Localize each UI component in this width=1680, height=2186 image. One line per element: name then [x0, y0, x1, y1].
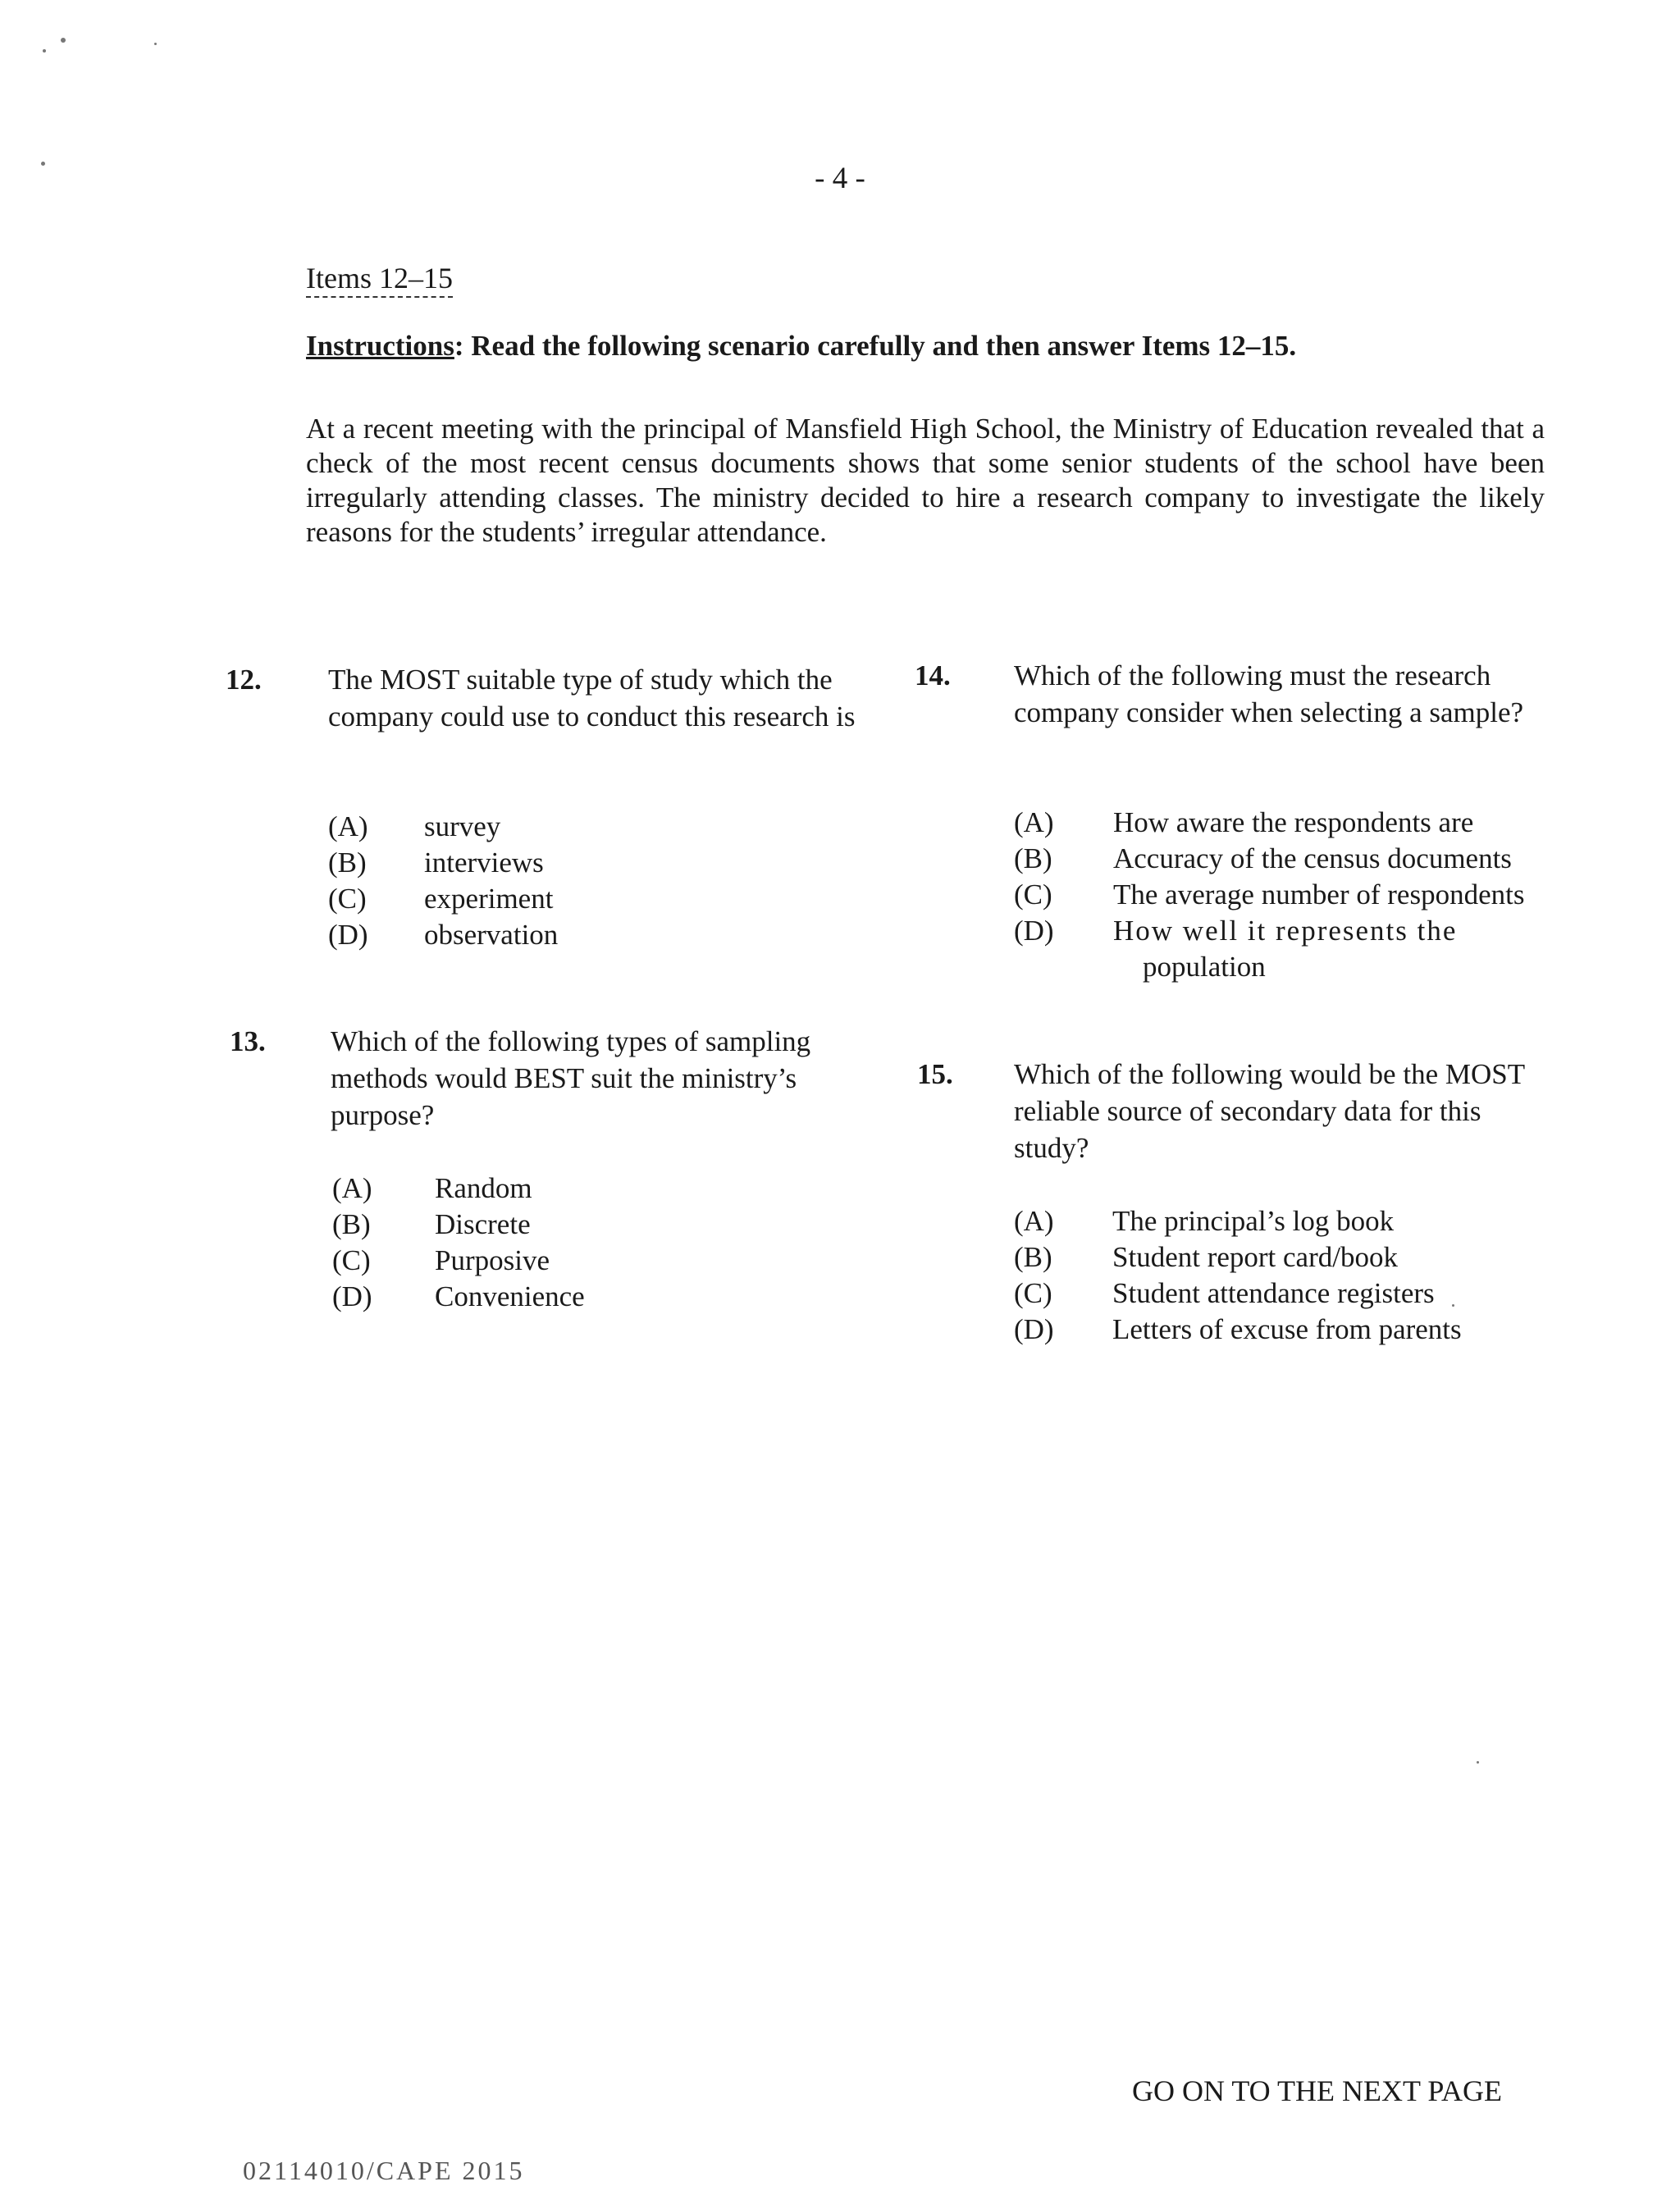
option-letter: (B) — [332, 1208, 371, 1240]
question-stem: The MOST suitable type of study which the company could use to conduct this research is — [328, 664, 856, 732]
question-number: 13. — [230, 1025, 266, 1057]
items-heading: Items 12–15 — [306, 261, 453, 298]
instructions — [306, 330, 1296, 363]
option-text: How aware the respondents are — [1113, 806, 1474, 838]
option-text: interviews — [424, 847, 544, 879]
option-letter: (D) — [1014, 1313, 1054, 1345]
option-letter: (A) — [332, 1172, 372, 1204]
question-number: 14. — [915, 659, 951, 691]
option-letter: (D) — [1014, 915, 1054, 947]
scan-speck — [43, 49, 46, 52]
question-number: 12. — [226, 664, 262, 696]
question-number: 15. — [917, 1058, 953, 1090]
option-letter: (A) — [1014, 806, 1054, 838]
scan-speck — [154, 43, 157, 45]
instructions-text: : Read the following scenario carefully and then answer Items 12–15. — [454, 330, 1297, 362]
scan-speck — [1477, 1761, 1479, 1764]
go-on-next-page: GO ON TO THE NEXT PAGE — [1132, 2074, 1503, 2107]
question-stem: Which of the following would be the MOST reliable source of secondary data for this study? — [1014, 1058, 1525, 1164]
page-number: - 4 - — [815, 162, 865, 195]
scan-speck — [41, 162, 45, 166]
scan-speck — [61, 38, 66, 43]
option-text: Student report card/book — [1112, 1241, 1398, 1273]
scan-speck — [1452, 1304, 1454, 1307]
option-text-continuation: population — [1143, 951, 1266, 983]
option-letter: (D) — [332, 1280, 372, 1312]
option-letter: (A) — [328, 810, 368, 842]
option-letter: (B) — [328, 847, 367, 879]
option-text: Student attendance registers — [1112, 1277, 1435, 1309]
option-text: Convenience — [435, 1280, 585, 1312]
option-letter: (A) — [1014, 1205, 1054, 1237]
question-stem: Which of the following types of sampling methods would BEST suit the ministry’s purpose? — [331, 1025, 811, 1131]
exam-code: 02114010/CAPE 2015 — [243, 2156, 525, 2185]
option-letter: (C) — [1014, 1277, 1052, 1309]
option-text: survey — [424, 810, 501, 842]
option-text: observation — [424, 919, 559, 951]
option-text: Discrete — [435, 1208, 531, 1240]
option-letter: (D) — [328, 919, 368, 951]
scenario-paragraph: At a recent meeting with the principal of Mansfield High School, the Ministry of Education revealed that a check of the most recent census documents shows that some senior students of the school have been irregularly attending classes. The ministry decided to hire a research company to investigate the likely reasons for the students’ irregular attendance. — [306, 413, 1545, 548]
option-letter: (C) — [332, 1244, 371, 1276]
option-text: Letters of excuse from parents — [1112, 1313, 1462, 1345]
option-text-line: How well it represents the — [1113, 915, 1458, 947]
option-text: Random — [435, 1172, 532, 1204]
option-text: The principal’s log book — [1112, 1205, 1395, 1237]
instructions-label: Instructions — [306, 330, 454, 362]
option-text: Purposive — [435, 1244, 550, 1276]
option-letter: (B) — [1014, 1241, 1052, 1273]
option-letter: (B) — [1014, 842, 1052, 874]
option-text: The average number of respondents — [1113, 879, 1525, 910]
question-stem: Which of the following must the research company consider when selecting a sample? — [1014, 659, 1524, 728]
option-text: experiment — [424, 883, 554, 915]
option-text: Accuracy of the census documents — [1113, 842, 1512, 874]
option-letter: (C) — [1014, 879, 1052, 910]
option-text — [1113, 913, 1540, 985]
option-letter: (C) — [328, 883, 367, 915]
